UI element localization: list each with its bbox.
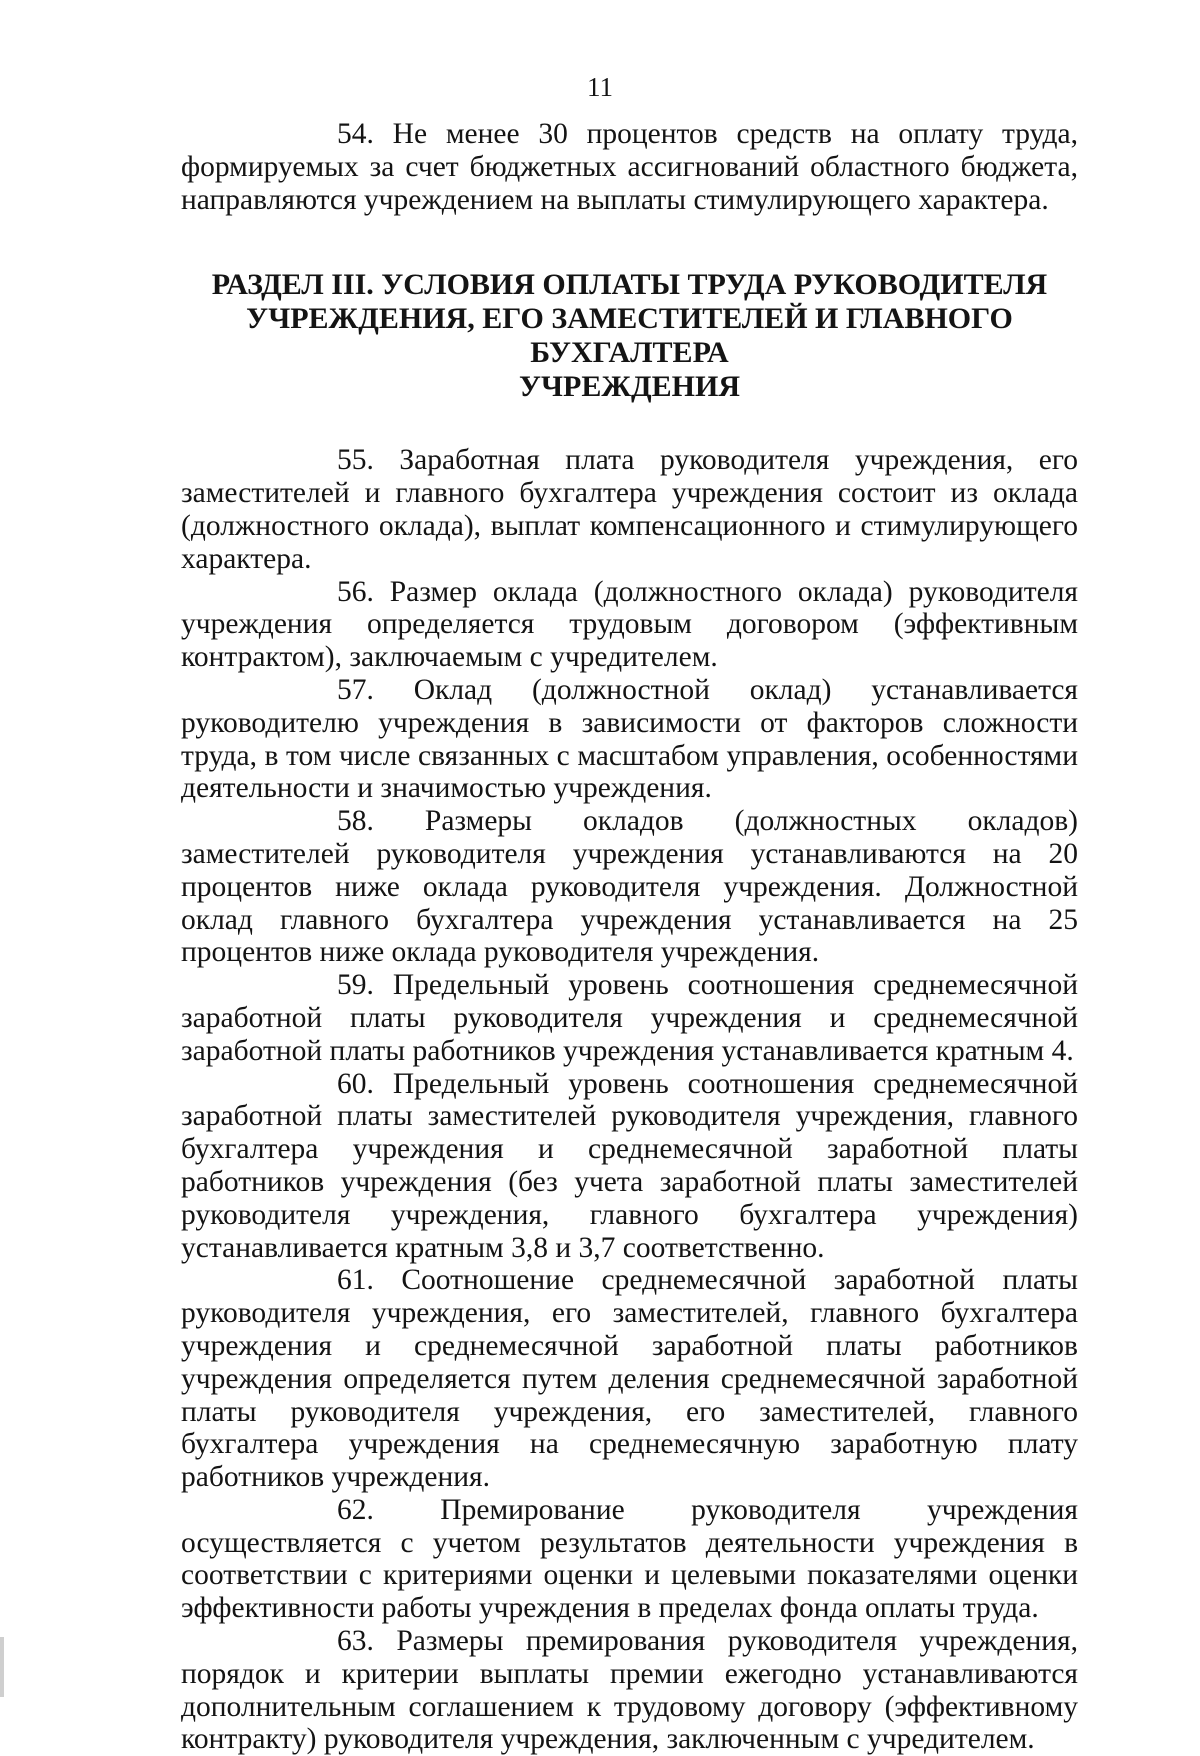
section-heading bbox=[181, 216, 1078, 444]
paragraph-61 bbox=[181, 1264, 1078, 1494]
paragraph-62 bbox=[181, 1494, 1078, 1625]
paragraph-54 bbox=[181, 118, 1078, 216]
paragraph-58 bbox=[181, 805, 1078, 969]
paragraph-text: Соотношение среднемесячной заработной платы руководителя учреждения, его заместителей, главного бухгалтера учреждения и среднемесячной заработной платы работников учреждения определяется путем деления среднемесячной заработной платы руководителя учреждения, его заместителей, главного бухгалтера учреждения на среднемесячную заработную плату работников учреждения. bbox=[181, 1264, 1078, 1494]
paragraph-60 bbox=[181, 1068, 1078, 1265]
paragraph-number: 61. bbox=[337, 1264, 374, 1297]
paragraph-number: 62. bbox=[337, 1493, 374, 1526]
paragraph-number: 63. bbox=[337, 1625, 374, 1658]
paragraph-text: Размеры премирования руководителя учреждения, порядок и критерии выплаты премии ежегодно устанавливаются дополнительным соглашением к трудовому договору (эффективному контракту) руководителя учреждения, заключенным с учредителем. bbox=[181, 1625, 1078, 1756]
paragraph-text: Заработная плата руководителя учреждения, его заместителей и главного бухгалтера учреждения состоит из оклада (должностного оклада), выплат компенсационного и стимулирующего характера. bbox=[181, 444, 1078, 575]
paragraph-59 bbox=[181, 969, 1078, 1067]
paragraph-number: 58. bbox=[337, 805, 374, 838]
paragraph-text: Не менее 30 процентов средств на оплату труда, формируемых за счет бюджетных ассигнований областного бюджета, направляются учреждением на выплаты стимулирующего характера. bbox=[181, 118, 1079, 216]
paragraph-number: 54. bbox=[337, 118, 374, 150]
section-heading-line: УЧРЕЖДЕНИЯ bbox=[518, 370, 740, 404]
page-number: 11 bbox=[587, 72, 613, 102]
section-heading-line: УЧРЕЖДЕНИЯ, ЕГО ЗАМЕСТИТЕЛЕЙ И ГЛАВНОГО БУХГАЛТЕРА bbox=[246, 302, 1013, 370]
paragraph-number: 60. bbox=[337, 1067, 374, 1100]
paragraph-number: 59. bbox=[337, 969, 374, 1002]
section-heading-line: РАЗДЕЛ III. УСЛОВИЯ ОПЛАТЫ ТРУДА РУКОВОДИТЕЛЯ bbox=[211, 268, 1048, 302]
paragraph-55 bbox=[181, 444, 1078, 575]
paragraph-text: Предельный уровень соотношения среднемесячной заработной платы заместителей руководителя учреждения, главного бухгалтера учреждения и среднемесячной заработной платы работников учреждения (без учета заработной платы заместителей руководителя учреждения, главного бухгалтера учреждения) устанавливается кратным 3,8 и 3,7 соответственно. bbox=[181, 1067, 1078, 1264]
paragraph-number: 55. bbox=[337, 444, 374, 477]
paragraph-57 bbox=[181, 674, 1078, 805]
paragraph-text: Предельный уровень соотношения среднемесячной заработной платы руководителя учреждения и среднемесячной заработной платы работников учреждения устанавливается кратным 4. bbox=[181, 969, 1078, 1067]
paragraph-56 bbox=[181, 576, 1078, 674]
paragraph-63 bbox=[181, 1625, 1078, 1756]
paragraph-number: 57. bbox=[337, 673, 374, 706]
document-body bbox=[181, 118, 1078, 1756]
paragraph-text: Размер оклада (должностного оклада) руководителя учреждения определяется трудовым договором (эффективным контрактом), заключаемым с учредителем. bbox=[181, 575, 1078, 674]
paragraph-number: 56. bbox=[337, 575, 374, 608]
paragraph-text: Премирование руководителя учреждения осуществляется с учетом результатов деятельности учреждения в соответствии с критериями оценки и целевыми показателями оценки эффективности работы учреждения в пределах фонда оплаты труда. bbox=[181, 1493, 1078, 1625]
paragraph-text: Размеры окладов (должностных окладов) заместителей руководителя учреждения устанавливаются на 20 процентов ниже оклада руководителя учреждения. Должностной оклад главного бухгалтера учреждения устанавливается на 25 процентов ниже оклада руководителя учреждения. bbox=[181, 805, 1079, 969]
paragraph-text: Оклад (должностной оклад) устанавливается руководителю учреждения в зависимости от факторов сложности труда, в том числе связанных с масштабом управления, особенностями деятельности и значимостью учреждения. bbox=[181, 673, 1079, 805]
scan-edge-mark bbox=[0, 1637, 4, 1697]
